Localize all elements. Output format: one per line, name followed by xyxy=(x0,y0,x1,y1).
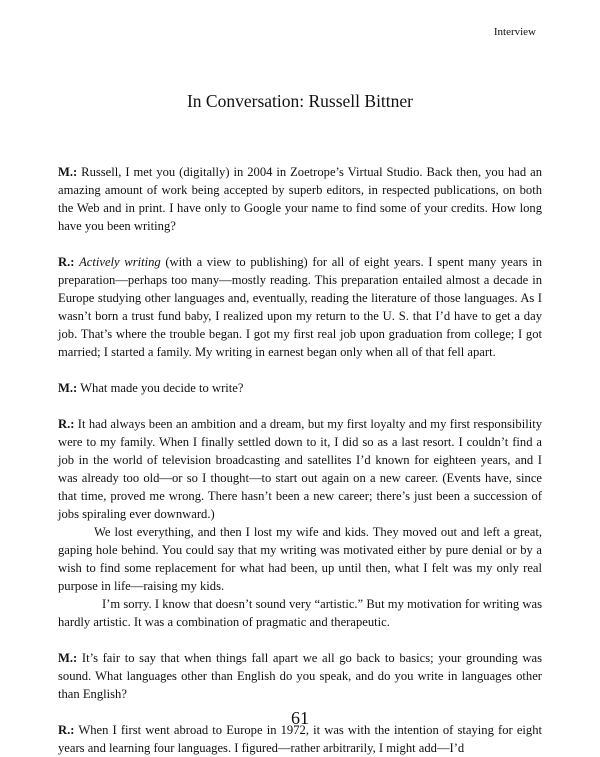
paragraph-text: It’s fair to say that when things fall apart we all go back to basics; your grounding was sound. What languages other than English do you speak, and do you write in languages other than English? xyxy=(58,651,542,701)
exchange-paragraph xyxy=(58,253,542,361)
speaker-label: R.: xyxy=(58,255,75,269)
paragraph-text: (with a view to publishing) for all of eight years. I spent many years in preparation—perhaps too many—mostly reading. This preparation entailed almost a decade in Europe studying other languages and, eventually, reading the literature of those languages. As I wasn’t born a trust fund baby, I realized upon my return to the U. S. that I’d have to get a day job. That’s where the trouble began. I got my first real job upon graduation from college; I got married; I started a family. My writing in earnest began only when all of that fell apart. xyxy=(58,255,542,359)
page-number: 61 xyxy=(291,708,309,728)
running-header: Interview xyxy=(493,26,536,38)
exchange-paragraph xyxy=(58,649,542,703)
paragraph-text: What made you decide to write? xyxy=(77,381,244,395)
paragraph-text: It had always been an ambition and a dream, but my first loyalty and my first responsibility were to my family. When I finally settled down to it, I did so as a last resort. I couldn’t find a job in the world of television broadcasting and satellites I’d known for eighteen years, and I was already too old—or so I thought—to start out again on a new career. (Events have, since that time, proved me wrong. There hasn’t been a new career; there’s just been a succession of jobs spiraling ever downward.) xyxy=(58,417,542,521)
exchange-paragraph xyxy=(58,415,542,523)
speaker-label: R.: xyxy=(58,417,75,431)
continuation-paragraph: We lost everything, and then I lost my wife and kids. They moved out and left a great, gaping hole behind. You could say that my writing was motivated either by pure denial or by a wish to find some replacement for what had been, up until then, what I felt was my only real purpose in life—raising my kids. xyxy=(58,525,542,593)
page-title: In Conversation: Russell Bittner xyxy=(186,91,414,111)
interview-body xyxy=(58,163,542,757)
speaker-label: M.: xyxy=(58,381,78,395)
emphasis-text: Actively writing xyxy=(79,255,161,269)
speaker-label: R.: xyxy=(58,723,75,737)
paragraph-text: Russell, I met you (digitally) in 2004 in Zoetrope’s Virtual Studio. Back then, you had an amazing amount of work being accepted by superb editors, in respected publications, on both the Web and in print. I have only to Google your name to find some of your credits. How long have you been writing? xyxy=(58,165,542,233)
speaker-label: M.: xyxy=(58,165,78,179)
continuation-paragraph: I’m sorry. I know that doesn’t sound very “artistic.” But my motivation for writing was hardly artistic. It was a combination of pragmatic and therapeutic. xyxy=(58,597,542,629)
exchange-paragraph xyxy=(58,379,542,397)
speaker-label: M.: xyxy=(58,651,78,665)
paragraph-text: When I first went abroad to Europe in 1972, it was with the intention of staying for eight years and learning four languages. I figured—rather arbitrarily, I might add—I’d xyxy=(58,723,542,755)
exchange-paragraph xyxy=(58,163,542,235)
